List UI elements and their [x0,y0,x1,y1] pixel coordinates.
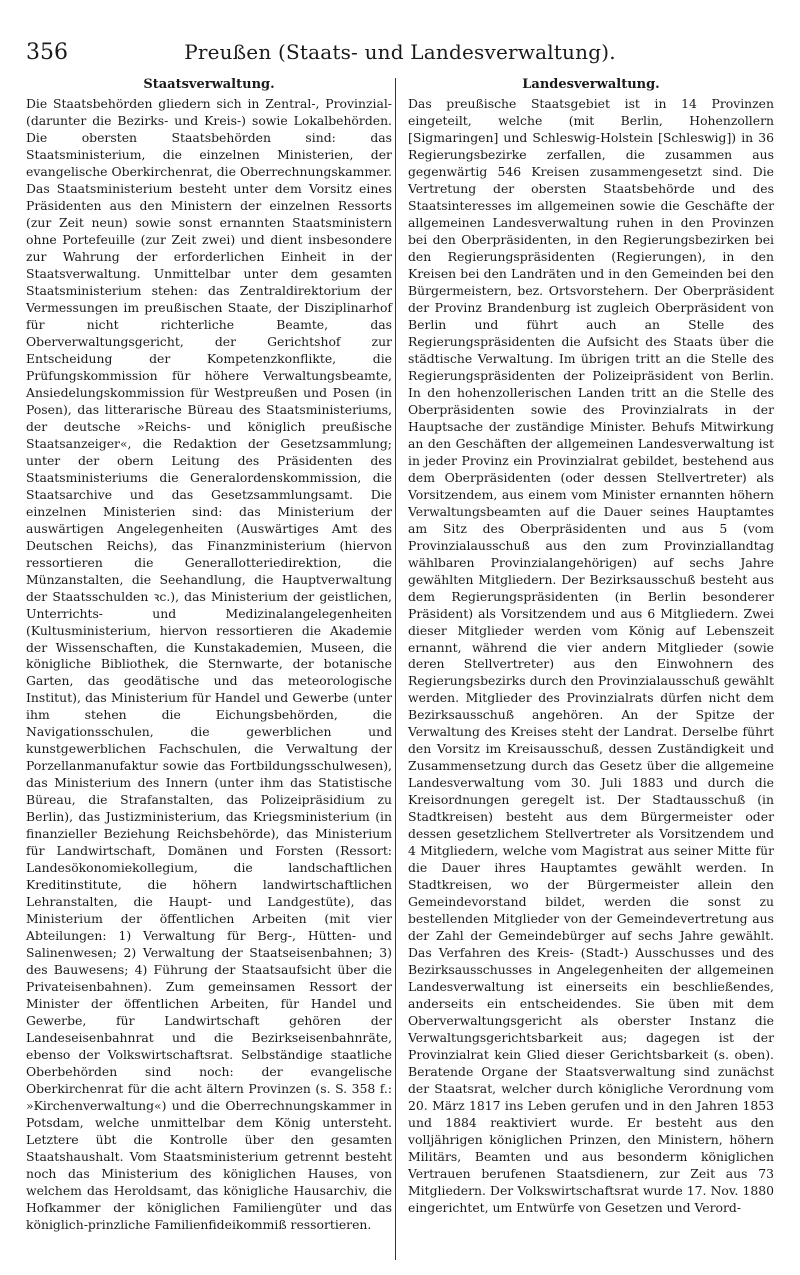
column-divider [395,78,396,1260]
left-column [26,76,392,1234]
right-column [408,76,774,1217]
right-column-text: Das preußische Staatsgebiet ist in 14 Provinzen eingeteilt, welche (mit Berlin, Hohenzollern [Sigmaringen] und Schleswig-Holstein [Schleswig]) in 36 Regierungsbezirke zerfallen, die zusammen aus gegenwärtig 546 Kreisen zusammengesetzt sind. Die Vertretung der obersten Staatsbehörde und des Staatsinteresses im allgemeinen sowie die Geschäfte der allgemeinen Landesverwaltung ruhen in den Provinzen bei den Oberpräsidenten, in den Regierungsbezirken bei den Regierungspräsidenten (Regierungen), in den Kreisen bei den Landräten und in den Gemeinden bei den Bürgermeistern, bez. Ortsvorstehern. Der Oberpräsident der Provinz Brandenburg ist zugleich Oberpräsident von Berlin und führt auch an Stelle des Regierungspräsidenten die Aufsicht des Staats über die städtische Verwaltung. Im übrigen tritt an die Stelle des Regierungspräsidenten der Polizeipräsident von Berlin. In den hohenzollerischen Landen tritt an die Stelle des Oberpräsidenten sowie des Provinzialrats in der Hauptsache der zuständige Minister. Behufs Mitwirkung an den Geschäften der allgemeinen Landesverwaltung ist in jeder Provinz ein Provinzialrat gebildet, bestehend aus dem Oberpräsidenten (oder dessen Stellvertreter) als Vorsitzendem, aus einem vom Minister ernannten höhern Verwaltungsbeamten auf die Dauer seines Hauptamtes am Sitz des Oberpräsidenten und aus 5 (vom Provinzialausschuß aus den zum Provinziallandtag wählbaren Provinzialangehörigen) auf sechs Jahre gewählten Mitgliedern. Der Bezirksausschuß besteht aus dem Regierungspräsidenten (in Berlin besonderer Präsident) als Vorsitzendem und aus 6 Mitgliedern. Zwei dieser Mitglieder werden vom König auf Lebenszeit ernannt, während die vier andern Mitglieder (sowie deren Stellvertreter) aus den Einwohnern des Regierungsbezirks durch den Provinzialausschuß gewählt werden. Mitglieder des Provinzialrats dürfen nicht dem Bezirksausschuß angehören. An der Spitze der Verwaltung des Kreises steht der Landrat. Derselbe führt den Vorsitz im Kreisausschuß, dessen Zuständigkeit und Zusammensetzung durch das Gesetz über die allgemeine Landesverwaltung vom 30. Juli 1883 und durch die Kreisordnungen geregelt ist. Der Stadtausschuß (in Stadtkreisen) besteht aus dem Bürgermeister oder dessen gesetzlichem Stellvertreter als Vorsitzendem und 4 Mitgliedern, welche vom Magistrat aus seiner Mitte für die Dauer ihres Hauptamtes gewählt werden. In Stadtkreisen, wo der Bürgermeister allein den Gemeindevorstand bildet, werden die sonst zu bestellenden Mitglieder von der Gemeindevertretung aus der Zahl der Gemeindebürger auf sechs Jahre gewählt. Das Verfahren des Kreis- (Stadt-) Ausschusses und des Bezirksausschusses in Angelegenheiten der allgemeinen Landesverwaltung ist einerseits ein beschließendes, anderseits ein entscheidendes. Sie üben mit dem Oberverwaltungsgericht als oberster Instanz die Verwaltungsgerichtsbarkeit aus; dagegen ist der Provinzialrat kein Glied dieser Gerichtsbarkeit (s. oben). Beratende Organe der Staatsverwaltung sind zunächst der Staatsrat, welcher durch königliche Verordnung vom 20. März 1817 ins Leben gerufen und in den Jahren 1853 und 1884 reaktiviert wurde. Er besteht aus den volljährigen königlichen Prinzen, den Ministern, höhern Militärs, Beamten und aus besonderm königlichen Vertrauen berufenen Staatsdienern, zur Zeit aus 73 Mitgliedern. Der Volkswirtschaftsrat wurde 17. Nov. 1880 eingerichtet, um Entwürfe von Gesetzen und Verord- [408,96,774,1215]
page-number: 356 [26,40,68,65]
running-title: Preußen (Staats- und Landesverwaltung). [184,40,616,64]
section-heading-staatsverwaltung: Staatsverwaltung. [143,77,275,92]
section-heading-landesverwaltung: Landesverwaltung. [522,77,660,92]
page-header [26,40,774,70]
left-column-text: Die Staatsbehörden gliedern sich in Zentral-, Provinzial- (darunter die Bezirks- und Kreis-) sowie Lokalbehörden. Die obersten Staatsbehörden sind: das Staatsministerium, die einzelnen Ministerien, der evangelische Oberkirchenrat, die Oberrechnungskammer. Das Staatsministerium besteht unter dem Vorsitz eines Präsidenten aus den Ministern der einzelnen Ressorts (zur Zeit neun) sowie sonst ernannten Staatsministern ohne Portefeuille (zur Zeit zwei) und dient insbesondere zur Wahrung der erforderlichen Einheit in der Staatsverwaltung. Unmittelbar unter dem gesamten Staatsministerium stehen: das Zentraldirektorium der Vermessungen im preußischen Staate, der Disziplinarhof für nicht richterliche Beamte, das Oberverwaltungsgericht, der Gerichtshof zur Entscheidung der Kompetenzkonflikte, die Prüfungskommission für höhere Verwaltungsbeamte, Ansiedelungskommission für Westpreußen und Posen (in Posen), das litterarische Büreau des Staatsministeriums, der deutsche »Reichs- und königlich preußische Staatsanzeiger«, die Redaktion der Gesetzsammlung; unter der obern Leitung des Präsidenten des Staatsministeriums die Generalordenskommission, die Staatsarchive und das Gesetzsammlungsamt. Die einzelnen Ministerien sind: das Ministerium der auswärtigen Angelegenheiten (Auswärtiges Amt des Deutschen Reichs), das Finanzministerium (hiervon ressortieren die Generallotteriedirektion, die Münzanstalten, die Seehandlung, die Hauptverwaltung der Staatsschulden ꝛc.), das Ministerium der geistlichen, Unterrichts- und Medizinalangelegenheiten (Kultusministerium, hiervon ressortieren die Akademie der Wissenschaften, die Kunstakademien, Museen, die königliche Bibliothek, die Sternwarte, der botanische Garten, das geodätische und das meteorologische Institut), das Ministerium für Handel und Gewerbe (unter ihm stehen die Eichungsbehörden, die Navigationsschulen, die gewerblichen und kunstgewerblichen Fachschulen, die Verwaltung der Porzellanmanufaktur sowie das Fortbildungsschulwesen), das Ministerium des Innern (unter ihm das Statistische Büreau, die Strafanstalten, das Polizeipräsidium zu Berlin), das Justizministerium, das Kriegsministerium (in finanzieller Beziehung Reichsbehörde), das Ministerium für Landwirtschaft, Domänen und Forsten (Ressort: Landesökonomiekollegium, die landschaftlichen Kreditinstitute, die höhern landwirtschaftlichen Lehranstalten, die Haupt- und Landgestüte), das Ministerium der öffentlichen Arbeiten (mit vier Abteilungen: 1) Verwaltung für Berg-, Hütten- und Salinenwesen; 2) Verwaltung der Staatseisenbahnen; 3) des Bauwesens; 4) Führung der Staatsaufsicht über die Privateisenbahnen). Zum gemeinsamen Ressort der Minister der öffentlichen Arbeiten, für Handel und Gewerbe, für Landwirtschaft gehören der Landeseisenbahnrat und die Bezirkseisenbahnräte, ebenso der Volkswirtschaftsrat. Selbständige staatliche Oberbehörden sind noch: der evangelische Oberkirchenrat für die acht ältern Provinzen (s. S. 358 f.: »Kirchenverwaltung«) und die Oberrechnungskammer in Potsdam, welche unmittelbar dem König untersteht. Letztere übt die Kontrolle über den gesamten Staatshaushalt. Vom Staatsministerium getrennt besteht noch das Ministerium des königlichen Hauses, von welchem das Heroldsamt, das königliche Hausarchiv, die Hofkammer der königlichen Familiengüter und das königlich-prinzliche Familienfideikommiß ressortieren. [26,96,392,1232]
